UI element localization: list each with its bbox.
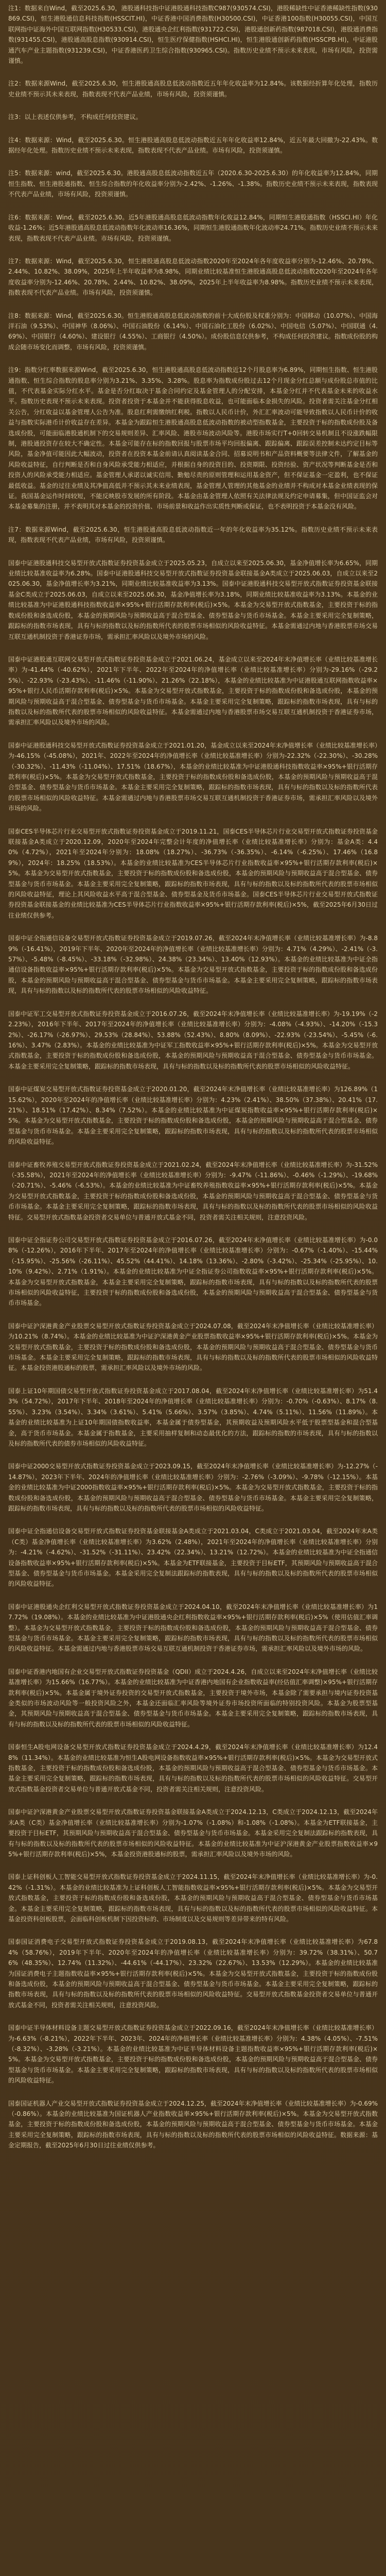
note-paragraph-3: 注3：以上表述仅供参考，不构成任何投资建议。 — [8, 113, 142, 121]
fund-paragraph-15: 国泰中证香港内地国有企业交易型开放式指数证券投资基金（QDII）成立于2024.4.26，自成立以来至2024年末净值增长率（业绩比较基准增长率）为15.66%（16.77%）。本基金的业绩比较基准为中证香港内地国有企业指数收益率(经估值汇率调整)×95%+银行活期存款利率(税后)×5%。本基金属于境外证券投资的交易型开放式指数基金，主要投资于境外市场，本基金除了需要承担与境内证券投资基金类似的市场波动风险等一般投资风险之外，本基金还面临汇率风险等境外证券市场投资所面临的特别投资风险。本基金为股票型基金，其预期风险与预期收益高于混合型基金、债券型基金与货币市场基金。本基金主要采用完全复制策略，跟踪标的指数市场表现，具有与标的指数以及标的指数所代表的股票市场相似的风险收益特征。 — [8, 1668, 378, 1728]
note-paragraph-7: 注7：数据来源：Wind，截至2025.6.30，恒生港股通高股息低波动指数2020年至2024年各年度收益率分别为-12.46%、20.78%、2.44%、10.82%、38.09%，2025年上半年收益率为8.98%，同期业绩比较基准恒生港股通高股息低波动指数2020年至2024年各年度收益率分别为-12.46%、20.78%、2.44%、10.82%、38.09%，2025年上半年收益率为8.98%。指数历史业绩不预示未来表现，指数表现不代表产品业绩。市场有风险，投资须谨慎。 — [8, 257, 378, 297]
fund-paragraph-5: 国泰中证全指通信设备交易型开放式指数证券投资基金成立于2019.07.26，截至2024年末净值增长率（业绩比较基准增长率）为-8.89%（-16.41%），2019年下半年、2020年至2024年的净值增长率（业绩比较基准增长率）分别为：4.71%（4.29%）、-2.41%（-3.57%）、-5.48%（-8.45%）、-33.18%（-32.98%）、24.38%（23.34%）、13.40%（12.93%）。本基金的业绩比较基准为中证全指通信设备指数收益率×95%+银行活期存款利率(税后)×5%。本基金为交易型开放式指数基金，主要投资于标的指数成份股和备选成份股，本基金的预期风险与预期收益高于混合型基金、债券型基金与货币市场基金。本基金主要采用完全复制策略，跟踪标的指数市场表现，具有与标的指数以及标的指数所代表的股票市场相似的风险收益特征。 — [8, 935, 378, 995]
fund-paragraph-4: 国泰CES半导体芯片行业交易型开放式指数证券投资基金成立于2019.11.21，国泰CES半导体芯片行业交易型开放式指数证券投资基金联接基金A类成立于2020.12.09，2020年至2024年完整会计年度的净值增长率（业绩比较基准增长率）分别为：基金A类：4.40%（4.72%），2021年至2024年分别为：18.08%（18.27%）、-36.73%（-36.35%）、-6.14%（-6.25%）、17.46%（16.89%），2024年：18.25%（18.53%）。本基金的业绩比较基准为CES半导体芯片行业指数收益率×95%+银行活期存款利率(税后)×5%。本基金为交易型开放式指数基金，主要投资于标的指数成份股和备选成份股，本基金的预期风险与预期收益高于混合型基金、债券型基金与货币市场基金。本基金主要采用完全复制策略，跟踪标的指数市场表现，具有与标的指数以及标的指数所代表的股票市场相似的风险收益特征，理论上其风险收益水平高于混合型基金、债券型基金及货币市场基金。国泰CES半导体芯片行业交易型开放式指数证券投资基金联接基金的业绩比较基准为CES半导体芯片行业指数收益率×95%+银行活期存款利率(税后)×5%，截至2025年6月30日过往业绩仅供参考。 — [8, 827, 378, 919]
fund-paragraph-1: 国泰中证港股通科技交易型开放式指数证券投资基金成立于2025.05.23，自成立以来至2025.06.30，基金净值增长率为6.65%，同期业绩比较基准收益率为6.28%。国泰中证港股通科技交易型开放式指数证券投资基金联接基金A类成立于2025.06.03，自成立以来至2025.06.30，基金净值增长率为3.21%，同期业绩比较基准收益率为3.13%。国泰中证港股通科技交易型开放式指数证券投资基金联接基金C类成立于2025.06.03，自成立以来至2025.06.30，基金净值增长率为3.18%，同期业绩比较基准收益率为3.13%。本基金的业绩比较基准为中证港股通科技指数收益率×95%+银行活期存款利率(税后)×5%。本基金为交易型开放式指数基金，主要投资于标的指数成份股和备选成份股，本基金的预期风险与预期收益高于混合型基金、债券型基金与货币市场基金。本基金主要采用完全复制策略，跟踪标的指数市场表现，具有与标的指数以及标的指数所代表的股票市场相似的风险收益特征。本基金需通过内地与香港股票市场交易互联互通机制投资于香港证券市场，需承担汇率风险以及境外市场的风险。 — [8, 559, 378, 640]
fund-paragraph-13: 国泰中证全指通信设备交易型开放式指数证券投资基金联接基金A类成立于2021.03.04，C类成立于2021.03.04，截至2024年末A类（C类）基金净值增长率（业绩比较基准增长率）为3.62%（2.48%），2021年至2024年的净值增长率（业绩比较基准增长率）分别为：-4.21%（-4.62%）、-31.52%（-31.11%）、23.42%（22.34%）、13.21%（12.72%）。本基金的业绩比较基准为中证全指通信设备指数收益率×95%+银行活期存款利率(税后)×5%。本基金为ETF联接基金，主要投资于目标ETF，其预期风险与预期收益高于混合型基金、债券型基金与货币市场基金。本基金采用完全复制法跟踪标的指数表现，具有与标的指数以及标的指数所代表的股票市场相似的风险收益特征。 — [8, 1528, 378, 1588]
note-paragraph-4: 注4：数据来源：Wind，截至2025.6.30。恒生港股通高股息低波动指数近五年年化收益率12.84%，近五年最大回撤为-22.43%。数据经年化处理。指数历史业绩不预示未来表现，指数表现不代表产品业绩。市场有风险，投资须谨慎。 — [8, 136, 378, 155]
fund-paragraph-18: 国泰上证科创板人工智能交易型开放式指数证券投资基金成立于2024.11.15，截至2024年末净值增长率（业绩比较基准增长率）为-0.42%（-1.31%）。本基金的业绩比较基准为上证科创板人工智能指数收益率×95%+银行活期存款利率(税后)×5%。本基金为交易型开放式指数基金，主要投资于标的指数成份股和备选成份股，本基金的预期风险与预期收益高于混合型基金、债券型基金与货币市场基金。本基金主要采用完全复制策略，跟踪标的指数市场表现，具有与标的指数以及标的指数所代表的股票市场相似的风险收益特征。本基金投资科创板股票，会面临科创板机制下因投资标的、市场制度以及交易规则等差异带来的特有风险。 — [8, 1873, 378, 1923]
fund-paragraph-6: 国泰中证军工交易型开放式指数证券投资基金成立于2016.07.26，截至2024年末净值增长率（业绩比较基准增长率）为-19.19%（-22.23%），2016年下半年、2017年至2024年的净值增长率（业绩比较基准增长率）分别为：-4.08%（-4.93%）、-14.20%（-15.32%）、-26.17%（-26.97%）、29.53%（28.84%）、53.88%（52.43%）、8.80%（8.09%）、-22.93%（-23.54%）、-5.45%（-6.16%）、3.47%（2.83%）。本基金的业绩比较基准为中证军工指数收益率×95%+银行活期存款利率(税后)×5%。本基金为交易型开放式指数基金，主要投资于标的指数成份股和备选成份股，本基金的预期风险与预期收益高于混合型基金、债券型基金与货币市场基金。本基金主要采用完全复制策略，跟踪标的指数市场表现，具有与标的指数以及标的指数所代表的股票市场相似的风险收益特征。 — [8, 1010, 378, 1070]
fund-paragraph-12: 国泰中证2000交易型开放式指数证券投资基金成立于2023.09.15，截至2024年末净值增长率（业绩比较基准增长率）为-12.27%（-14.87%），2023年下半年、2024年的净值增长率（业绩比较基准增长率）分别为：-2.76%（-3.09%）、-9.78%（-12.15%）。本基金的业绩比较基准为中证2000指数收益率×95%+银行活期存款利率(税后)×5%。本基金为交易型开放式指数基金，主要投资于标的指数成份股和备选成份股，本基金的预期风险与预期收益高于混合型基金、债券型基金与货币市场基金。本基金主要采用完全复制策略，跟踪标的指数市场表现，具有与标的指数以及标的指数所代表的股票市场相似的风险收益特征。 — [8, 1463, 378, 1512]
fund-paragraph-9: 国泰中证全指证券公司交易型开放式指数证券投资基金成立于2016.07.26，截至2024年末净值增长率（业绩比较基准增长率）为-0.08%（-12.26%），2016年下半年、2017年至2024年的净值增长率（业绩比较基准增长率）分别为：-0.67%（-1.40%）、-15.44%（-15.95%）、-25.56%（-26.11%）、45.52%（44.41%）、14.18%（13.36%）、-2.80%（-3.42%）、-25.34%（-25.95%）、10.10%（9.42%）、2.71%（1.91%）。本基金的业绩比较基准为中证全指证券公司指数收益率×95%+银行活期存款利率(税后)×5%。本基金为交易型开放式指数基金，本基金主要采用完全复制策略，跟踪标的指数市场表现，具有与标的指数以及标的指数所代表的股票市场相似的风险收益特征，主要投资于标的指数成份股和备选成份股，本基金的预期风险与预期收益高于混合型基金、债券型基金与货币市场基金。 — [8, 1236, 378, 1307]
note-paragraph-6: 注6：数据来源：Wind，截至2025.6.30。近5年港股通高股息低波动指数年化收益12.84%，同期恒生港股通指数（HSSCI.HI）年化收益-1.26%；近5年港股通高股息低波动指数年化波动率16.36%，同期恒生港股通指数年化波动率24.71%。指数历史业绩不预示未来表现，指数表现不代表产品业绩。市场有风险，投资须谨慎。 — [8, 213, 378, 242]
note-paragraph-1: 注1：数据来自Wind，截至2025.6.30，港股通科技指中证港股通科技指数C987(930574.CSI)，港股稀缺性中证香港稀缺性指数(930869.CSI)，恒生港股通信息科技指数(HSSCIT.HI)，中证香港中国消费指数(H30500.CSI)，中证香港100指数(H30055.CSI)，中国互联网指中证海外中国互联网指数(H30533.CSI)，港股通央企红利指数(931722.CSI)，港股通创新药指数(987018.CSI)，港股通消费指数(931455.CSI)，港股通高股息指数(930914.CSI)，恒生医疗保健指数(HSHCI.HI)，恒生港股通创新药指数(HSSCPB.HI)，中证港股通汽车产业主题指数(931239.CSI)，中证香港医药卫生综合指数(930965.CSI)。指数历史业绩不预示未来表现，市场有风险，投资需谨慎。 — [8, 5, 378, 65]
note-paragraph-10: 注7：数据来源Wind，截至2025.6.30，恒生港股通高股息低波动指数近一年的年化收益率为35.12%。指数历史业绩不预示未来表现，指数表现不代表产品业绩，市场有风险，投资须谨慎。 — [8, 526, 378, 544]
fund-paragraph-17: 国泰中证沪深港黄金产业股票交易型开放式指数证券投资基金联接基金A类成立于2024.12.13，C类成立于2024.12.13，截至2024年末A类（C类）基金净值增长率（业绩比较基准增长率）分别为-1.07%（-1.08%）和-1.08%（-1.08%）。本基金为ETF联接基金，主要投资于目标ETF，其预期风险与预期收益高于混合型基金、债券型基金与货币市场基金。本基金采用完全复制法跟踪标的指数表现，具有与标的指数以及标的指数所代表的股票市场相似的风险收益特征。本基金的业绩比较基准为中证沪深港黄金产业股票指数收益率×95%+银行活期存款利率(税后)×5%，本基金投资港股通标的股票，需承担汇率风险以及境外市场的风险。 — [8, 1808, 378, 1858]
note-paragraph-2: 注2：数据来源Wind，截至2025.6.30，恒生港股通高股息低波动指数近五年年化收益率为12.84%。该数据经折算年化处理，指数历史业绩不预示其未来表现，指数表现不代表产品业绩，市场有风险，投资须谨慎。 — [8, 80, 378, 98]
fund-paragraph-20: 国泰中证半导体材料设备主题交易型开放式指数证券投资基金成立于2022.09.16，截至2024年末净值增长率（业绩比较基准增长率）为-6.63%（-8.21%），2022年下半年、2023年、2024年的净值增长率（业绩比较基准增长率）分别为：4.38%（4.05%）、-7.51%（-8.32%）、-3.28%（-3.21%）。本基金的业绩比较基准为中证半导体材料设备主题指数收益率×95%+银行活期存款利率(税后)×5%。本基金为交易型开放式指数基金，主要投资于标的指数成份股和备选成份股，本基金的预期风险与预期收益高于混合型基金、债券型基金与货币市场基金。本基金主要采用完全复制策略，跟踪标的指数市场表现，具有与标的指数以及标的指数所代表的股票市场相似的风险收益特征。 — [8, 2024, 378, 2084]
fund-paragraph-7: 国泰中证煤炭交易型开放式指数证券投资基金成立于2020.01.20，截至2024年末净值增长率（业绩比较基准增长率）为126.89%（115.62%），2020年至2024年的净值增长率（业绩比较基准增长率）分别为：4.23%（2.41%）、38.50%（37.38%）、20.41%（17.21%）、18.51%（17.42%）、8.34%（7.52%）。本基金的业绩比较基准为中证煤炭指数收益率×95%+银行活期存款利率(税后)×5%。本基金为交易型开放式指数基金，主要投资于标的指数成份股和备选成份股，本基金的预期风险与预期收益高于混合型基金、债券型基金与货币市场基金。本基金主要采用完全复制策略，跟踪标的指数市场表现，具有与标的指数以及标的指数所代表的股票市场相似的风险收益特征。 — [8, 1086, 378, 1146]
fund-paragraph-2: 国泰中证港股通互联网交易型开放式指数证券投资基金成立于2021.06.24，基金成立以来至2024年末净值增长率（业绩比较基准增长率）为-41.44%（-40.62%），2021年下半年、2022年至2024年的净值增长率（业绩比较基准增长率）分别为-29.16%（-29.25%）、-22.93%（-23.43%）、-11.46%（-11.90%）、21.26%（22.18%），本基金的业绩比较基准为中证港股通互联网指数收益率×95%+银行人民币活期存款利率(税后)×5%。本基金为交易型开放式指数基金，主要投资于标的指数成份股和备选成份股，本基金的预期风险与预期收益高于混合型基金、债券型基金与货币市场基金。本基金主要采用完全复制策略，跟踪标的指数市场表现，具有与标的指数以及标的指数所代表的股票市场相似的风险收益特征。本基金需通过内地与香港股票市场交易互联互通机制投资于香港证券市场，需承担汇率风险以及境外市场的风险。 — [8, 655, 378, 726]
fund-paragraph-16: 国泰恒生A股电网设备交易型开放式指数证券投资基金成立于2024.4.29，截至2024年末净值增长率（业绩比较基准增长率）为12.48%（11.34%）。本基金的业绩比较基准为恒生A股电网设备指数收益率×95%+银行活期存款利率(税后)×5%。本基金为交易型开放式指数基金，主要投资于标的指数成份股和备选成份股，本基金的预期风险与预期收益高于混合型基金、债券型基金与货币市场基金。本基金主要采用完全复制策略，跟踪标的指数市场表现，具有与标的指数以及标的指数所代表的股票市场相似的风险收益特征。交易型开放式指数基金投资者交易单位与普通开放式基金不同，投资者需关注相关规则，注意投资风险。 — [8, 1743, 378, 1793]
note-paragraph-8: 注8：数据来源：Wind，截至2025.6.30。恒生港股通高股息低波动指数的前十大成份股及权重分别为：中国移动（10.07%）、中国海洋石油（9.53%）、中国神华（8.06%）、中国石油股份（6.14%）、中国石油化工股份（6.02%）、中国电信（5.07%）、中国联通（4.69%）、中国银行（4.60%）、建设银行（4.55%）、工商银行（4.50%）。成份股信息仅供参考，不构成任何投资建议。指数成份股的构成会随市场变化而调整，市场有风险，投资须谨慎。 — [8, 312, 378, 351]
fund-paragraph-14: 国泰中证港股通央企红利交易型开放式指数证券投资基金成立于2024.04.10，截至2024年末净值增长率（业绩比较基准增长率）为17.72%（19.08%）。本基金的业绩比较基准为中证港股通央企红利指数收益率×95%+银行活期存款利率(税后)×5%（使用估值汇率调整）。本基金为交易型开放式指数基金，主要投资于标的指数成份股和备选成份股，本基金的预期风险与预期收益高于混合型基金、债券型基金与货币市场基金。本基金主要采用完全复制策略，跟踪标的指数市场表现，具有与标的指数以及标的指数所代表的股票市场相似的风险收益特征。本基金需通过内地与香港股票市场交易互联互通机制投资于香港证券市场，需承担汇率风险以及境外市场的风险。 — [8, 1603, 378, 1653]
risk-disclosure-paragraph: 国泰国证机器人产业交易型开放式指数证券投资基金成立于2024.12.25，截至2024年末净值增长率（业绩比较基准增长率）为-0.69%（-0.86%）。本基金的业绩比较基准为国证机器人产业指数收益率×95%+银行活期存款利率(税后)×5%。本基金为交易型开放式指数基金，主要投资于标的指数成份股和备选成份股，本基金的预期风险与预期收益高于混合型基金、债券型基金与货币市场基金。本基金主要采用完全复制策略，跟踪标的指数市场表现，具有与标的指数以及标的指数所代表的股票市场相似的风险收益特征。数据来源：基金定期报告，截至2025年6月30日过往业绩仅供参考。 — [8, 2099, 378, 2149]
fund-paragraph-19: 国泰国证消费电子交易型开放式指数证券投资基金成立于2019.08.13，截至2024年末净值增长率（业绩比较基准增长率）为67.84%（58.76%），2019年下半年、2020年至2024年的净值增长率（业绩比较基准增长率）分别为：39.72%（38.31%）、50.76%（48.35%）、12.74%（11.32%）、-44.61%（-44.17%）、23.32%（22.67%）、13.53%（12.29%）。本基金的业绩比较基准为国证消费电子主题指数收益率×95%+银行活期存款利率(税后)×5%。本基金为交易型开放式指数基金，主要投资于标的指数成份股和备选成份股，本基金的预期风险与预期收益高于混合型基金、债券型基金与货币市场基金。本基金主要采用完全复制策略，跟踪标的指数市场表现，具有与标的指数以及标的指数所代表的股票市场相似的风险收益特征。交易型开放式指数基金投资者交易单位与普通开放式基金不同，投资者需关注相关规则，注意投资风险。 — [8, 1938, 378, 2009]
fund-paragraph-10: 国泰中证沪深港黄金产业股票交易型开放式指数证券投资基金成立于2024.07.08，截至2024年末净值增长率（业绩比较基准增长率）为10.21%（8.74%）。本基金的业绩比较基准为中证沪深港黄金产业股票指数收益率×95%+银行活期存款利率(税后)×5%。本基金为交易型开放式指数基金，主要投资于标的指数成份股和备选成份股，本基金的预期风险与预期收益高于混合型基金、债券型基金与货币市场基金。本基金主要采用完全复制策略，跟踪标的指数市场表现，具有与标的指数以及标的指数所代表的股票市场相似的风险收益特征。本基金投资港股通标的股票，需承担汇率风险以及境外市场的风险。 — [8, 1322, 378, 1372]
fund-paragraph-11: 国泰上证10年期国债交易型开放式指数证券投资基金成立于2017.08.04，截至2024年末净值增长率（业绩比较基准增长率）为51.43%（54.72%），2017年下半年、2018年至2024年的净值增长率（业绩比较基准增长率）分别为：-0.70%（-0.63%）、8.17%（8.55%）、3.23%（3.54%）、3.34%（3.61%）、5.41%（5.66%）、3.57%（3.85%）、4.74%（5.11%）、11.56%（11.89%）。本基金的业绩比较基准为上证10年期国债指数收益率，本基金属于债券型基金，其预期收益及预期风险水平低于股票型基金和混合型基金，高于货币市场基金。本基金属于指数基金，主要采用抽样复制和动态最优化的方法，跟踪标的指数的市场表现，具有与标的指数以及标的指数所代表的债券市场相似的风险收益特征。 — [8, 1387, 378, 1447]
note-paragraph-5: 注5：数据来源：wind，截至2025.6.30。港股通高股息低波动指数近五年（2020.6.30-2025.6.30）的年化收益率为12.84%，同期恒生指数、恒生港股通指数、恒生综合指数的年化收益率分别为-2.42%、-1.26%、-1.38%。指数历史业绩不预示未来表现，指数表现不代表产品业绩，市场有风险，投资须谨慎。 — [8, 170, 378, 198]
note-paragraph-9: 注9：指数分红率数据来源Wind，截至2025.6.30，恒生港股通高股息低波动指数近12个月股息率为6.89%，同期恒生指数、恒生港股通指数、恒生综合指数的股息率分别为3.21%、3.35%、3.28%。股息率为指数成份股过去12个月现金分红总额与成份股总市值的比值，不代表基金实际分红水平。基金是否分红取决于基金合同约定及基金管理人的分配安排，本基金分红并不代表基金未来的收益水平。指数历史表现不预示未来表现。投资者投资于本基金并不能获得股息收益，也可能面临本金损失的风险。投资者需关注基金分红相关公告，分红收益以基金管理人公告为准。股息红利需缴纳红利税。指数以人民币计价，外汇汇率波动可能导致指数以人民币计价的收益与指数实际港币计价收益存在差异。本基金为跟踪恒生港股通高股息低波动指数的被动型指数基金，主要投资于标的指数成份股及备选成份股，可能面临港股通机制下的交易规则差异、汇率风险、港股市场波动风险等。港股市场实行T+0回转交易机制且不设涨跌幅限制，港股通投资存在较大不确定性。本基金可能存在标的指数回报与股票市场平均回报偏离、跟踪偏离、跟踪误差控制未达约定目标等风险，基金净值可能因此大幅波动，投资者在投资本基金前请认真阅读基金合同、招募说明书和产品资料概要等法律文件，了解基金的风险收益特征，自行判断是否和自身风险承受能力相适应，并根据自身的投资目的、投资期限、投资经验、资产状况等判断基金是否和投资人的风险承受能力相适应。基金管理人承诺以诚实信用、勤勉尽责的原则管理和运用基金资产，但不保证基金一定盈利，也不保证最低收益。基金的过往业绩及其净值高低并不预示其未来业绩表现，基金管理人管理的其他基金的业绩并不构成对本基金业绩表现的保证。我国基金运作时间较短，不能反映股市发展的所有阶段。本基金由基金管理人依照有关法律法规及约定申请募集，但中国证监会对本基金募集的注册，并不表明其对本基金的投资价值、市场前景和收益作出实质性判断或保证，也不表明投资于本基金没有风险。 — [8, 366, 378, 511]
fund-paragraph-8: 国泰中证畜牧养殖交易型开放式指数证券投资基金成立于2021.02.24，截至2024年末净值增长率（业绩比较基准增长率）为-31.52%（-35.58%），2021年至2024年的净值增长率（业绩比较基准增长率）分别为：-9.47%（-11.86%）、-0.46%（-1.29%）、-19.68%（-20.71%）、-5.46%（-6.53%）。本基金的业绩比较基准为中证畜牧养殖指数收益率×95%+银行活期存款利率(税后)×5%。本基金为交易型开放式指数基金，主要投资于标的指数成份股和备选成份股，本基金的预期风险与预期收益高于混合型基金、债券型基金与货币市场基金。本基金主要采用完全复制策略，跟踪标的指数市场表现，具有与标的指数以及标的指数所代表的股票市场相似的风险收益特征。交易型开放式指数基金投资者交易单位与普通开放式基金不同，投资者需关注相关规则，注意投资风险。 — [8, 1161, 378, 1221]
fund-paragraph-3: 国泰中证港股通科技交易型开放式指数证券投资基金成立于2021.01.20，基金成立以来至2024年末净值增长率（业绩比较基准增长率）为-46.15%（-45.08%），2021年、2022年至2024年的净值增长率（业绩比较基准增长率）分别为-22.32%（-22.30%）、-30.28%（-30.32%）、-11.43%（-11.04%）、17.51%（18.67%），本基金的业绩比较基准为中证港股通科技指数收益率×95%+银行活期存款利率(税后)×5%。本基金为交易型开放式指数基金，主要投资于标的指数成份股和备选成份股，本基金的预期风险与预期收益高于混合型基金、债券型基金与货币市场基金。本基金主要采用完全复制策略，跟踪标的指数市场表现，具有与标的指数以及标的指数所代表的股票市场相似的风险收益特征。本基金需通过内地与香港股票市场交易互联互通机制投资于香港证券市场，需承担汇率风险以及境外市场的风险。 — [8, 741, 378, 812]
